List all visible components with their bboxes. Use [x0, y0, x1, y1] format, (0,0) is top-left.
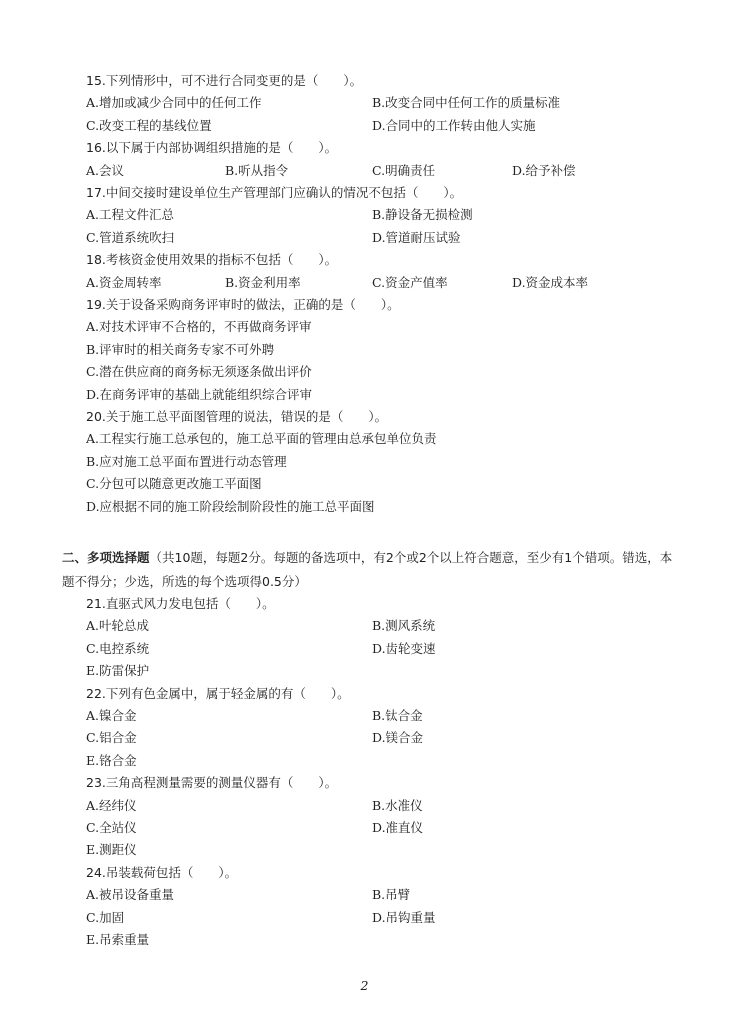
section-2-header [62, 546, 682, 594]
q24-option-d: D.吊钩重量 [372, 909, 436, 925]
q20-stem: 20.关于施工总平面图管理的说法，错误的是（ ）。 [86, 409, 388, 424]
section-2-description: （共10题，每题2分。每题的备选项中，有2个或2个以上符合题意，至少有1个错项。错选，本题不得分；少选，所选的每个选项得0.5分） [62, 550, 673, 589]
q21-options-row [0, 660, 729, 682]
q24-options-row [0, 907, 729, 929]
q21-options-row [0, 615, 729, 637]
q21-options-row [0, 638, 729, 660]
q21-stem: 21.直驱式风力发电包括（ ）。 [86, 596, 275, 611]
q19-option-d: D.在商务评审的基础上就能组织综合评审 [86, 386, 313, 402]
q19-options-row [0, 339, 729, 361]
q19-options-row [0, 361, 729, 383]
q23-options-row [0, 817, 729, 839]
q19-options-row [0, 316, 729, 338]
q22-options-row [0, 750, 729, 772]
q19-stem: 19.关于设备采购商务评审时的做法，正确的是（ ）。 [86, 297, 400, 312]
q18-options-row [0, 272, 729, 294]
q16-option-d: D.给予补偿 [512, 162, 576, 178]
q17-stem: 17.中间交接时建设单位生产管理部门应确认的情况不包括（ ）。 [86, 185, 463, 200]
q15-stem: 15.下列情形中，可不进行合同变更的是（ ）。 [86, 73, 363, 88]
q20-options-row [0, 473, 729, 495]
q17-options-row [0, 204, 729, 226]
page-number: 2 [360, 978, 369, 993]
q20-option-b: B.应对施工总平面布置进行动态管理 [86, 453, 287, 469]
q22-options-row [0, 727, 729, 749]
q17-option-d: D.管道耐压试验 [372, 229, 461, 245]
q24-option-a: A.被吊设备重量 [86, 887, 175, 903]
q18-option-b: B.资金利用率 [225, 274, 301, 290]
q21-option-e: E.防雷保护 [86, 663, 150, 679]
q20-options-row [0, 451, 729, 473]
q16-option-c: C.明确责任 [372, 162, 436, 178]
q22-option-a: A.镍合金 [86, 708, 137, 723]
q22-options-row [0, 705, 729, 727]
q22-stem: 22.下列有色金属中，属于轻金属的有（ ）。 [86, 685, 350, 701]
q18-stem: 18.考核资金使用效果的指标不包括（ ）。 [86, 252, 338, 268]
q18-option-c: C.资金产值率 [372, 274, 448, 290]
q22-option-c: C.铝合金 [86, 730, 137, 746]
q22-option-d: D.镁合金 [372, 730, 424, 746]
q16-option-a: A.会议 [86, 162, 125, 178]
q19-option-b: B.评审时的相关商务专家不可外聘 [86, 341, 275, 357]
q19-option-a: A.对技术评审不合格的，不再做商务评审 [86, 319, 312, 335]
q17-options-row [0, 227, 729, 249]
q24-option-b: B.吊臂 [372, 887, 411, 903]
q24-option-c: C.加固 [86, 909, 125, 925]
q20-options-row [0, 428, 729, 450]
q17-option-c: C.管道系统吹扫 [86, 229, 175, 245]
q15-option-d: D.合同中的工作转由他人实施 [372, 117, 536, 133]
q15-option-b: B.改变合同中任何工作的质量标准 [372, 95, 561, 111]
q24-stem: 24.吊装载荷包括（ ）。 [86, 864, 238, 880]
q22-option-b: B.钛合金 [372, 708, 423, 723]
q15-option-c: C.改变工程的基线位置 [86, 117, 212, 133]
q18-option-a: A.资金周转率 [86, 274, 162, 290]
q21-option-b: B.测风系统 [372, 618, 436, 634]
q23-option-b: B.水准仪 [372, 797, 423, 813]
q16-options-row [0, 160, 729, 182]
q20-option-c: C.分包可以随意更改施工平面图 [86, 476, 262, 492]
q16-stem: 16.以下属于内部协调组织措施的是（ ）。 [86, 140, 338, 156]
q20-option-a: A.工程实行施工总承包的，施工总平面的管理由总承包单位负责 [86, 431, 437, 447]
q23-stem: 23.三角高程测量需要的测量仪器有（ ）。 [86, 775, 338, 791]
q23-option-d: D.准直仪 [372, 820, 424, 835]
q16-option-b: B.听从指令 [225, 162, 289, 178]
q23-option-c: C.全站仪 [86, 820, 137, 835]
q19-option-c: C.潜在供应商的商务标无须逐条做出评价 [86, 364, 312, 380]
q17-option-a: A.工程文件汇总 [86, 207, 175, 223]
q23-option-e: E.测距仪 [86, 842, 137, 858]
q21-option-d: D.齿轮变速 [372, 640, 436, 656]
q15-options-row [0, 92, 729, 114]
q24-option-e: E.吊索重量 [86, 932, 150, 947]
section-2-title: 二、多项选择题 [62, 550, 150, 565]
q17-option-b: B.静设备无损检测 [372, 207, 473, 223]
q19-options-row [0, 384, 729, 406]
q24-options-row [0, 929, 729, 951]
q15-option-a: A.增加或减少合同中的任何工作 [86, 95, 262, 111]
q22-option-e: E.铬合金 [86, 752, 137, 768]
q21-option-c: C.电控系统 [86, 640, 150, 656]
q23-options-row [0, 795, 729, 817]
q18-option-d: D.资金成本率 [512, 274, 589, 290]
q23-options-row [0, 839, 729, 861]
q15-options-row [0, 115, 729, 137]
q21-option-a: A.叶轮总成 [86, 618, 150, 634]
q20-option-d: D.应根据不同的施工阶段绘制阶段性的施工总平面图 [86, 498, 375, 514]
q24-options-row [0, 884, 729, 906]
q20-options-row [0, 496, 729, 518]
q23-option-a: A.经纬仪 [86, 797, 137, 813]
